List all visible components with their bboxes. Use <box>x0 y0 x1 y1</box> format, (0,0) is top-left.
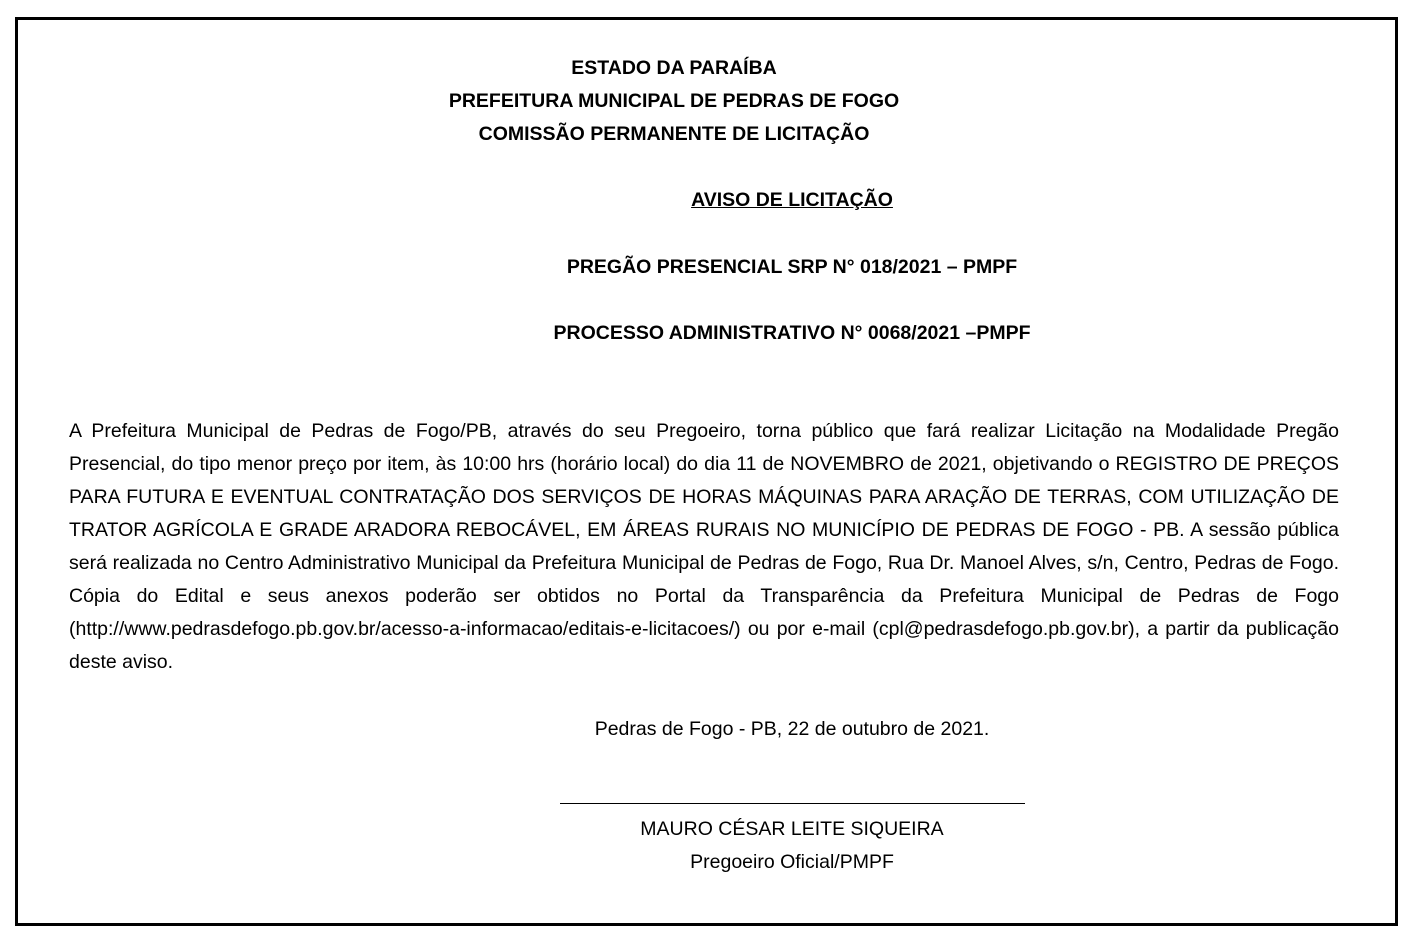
notice-pregao: PREGÃO PRESENCIAL SRP N° 018/2021 – PMPF <box>566 256 1018 278</box>
body-paragraph-text: A Prefeitura Municipal de Pedras de Fogo/PB, através do seu Pregoeiro, torna público que fará realizar Licitação na Modalidade Pregão Presencial, do tipo menor preço por item, às 10:00 hrs (horário local) do dia 11 de NOVEMBRO de 2021, objetivando o REGISTRO DE PREÇOS PARA FUTURA E EVENTUAL CONTRATAÇÃO DOS SERVIÇOS DE HORAS MÁQUINAS PARA ARAÇÃO DE TERRAS, COM UTILIZAÇÃO DE TRATOR AGRÍCOLA E GRADE ARADORA REBOCÁVEL, EM ÁREAS RURAIS NO MUNICÍPIO DE PEDRAS DE FOGO - PB. A sessão pública será realizada no Centro Administrativo Municipal da Prefeitura Municipal de Pedras de Fogo, Rua Dr. Manoel Alves, s/n, Centro, Pedras de Fogo. Cópia do Edital e seus anexos poderão ser obtidos no Portal da Transparência da Prefeitura Municipal de Pedras de Fogo (http://www.pedrasdefogo.pb.gov.br/acesso-a-informacao/editais-e-licitacoes/) ou por e-mail (cpl@pedrasdefogo.pb.gov.br), a partir da publicação deste aviso. <box>69 420 1339 673</box>
header-prefecture: PREFEITURA MUNICIPAL DE PEDRAS DE FOGO <box>448 90 900 112</box>
place-date: Pedras de Fogo - PB, 22 de outubro de 2021. <box>594 718 990 740</box>
header-commission: COMISSÃO PERMANENTE DE LICITAÇÃO <box>478 123 870 145</box>
notice-body-paragraph <box>69 415 1339 679</box>
notice-processo: PROCESSO ADMINISTRATIVO N° 0068/2021 –PMPF <box>553 322 1031 344</box>
notice-title: AVISO DE LICITAÇÃO <box>691 189 893 211</box>
signer-name: MAURO CÉSAR LEITE SIQUEIRA <box>640 818 944 840</box>
signer-role: Pregoeiro Oficial/PMPF <box>690 851 894 873</box>
signature-line <box>560 803 1025 804</box>
header-state: ESTADO DA PARAÍBA <box>571 57 777 79</box>
